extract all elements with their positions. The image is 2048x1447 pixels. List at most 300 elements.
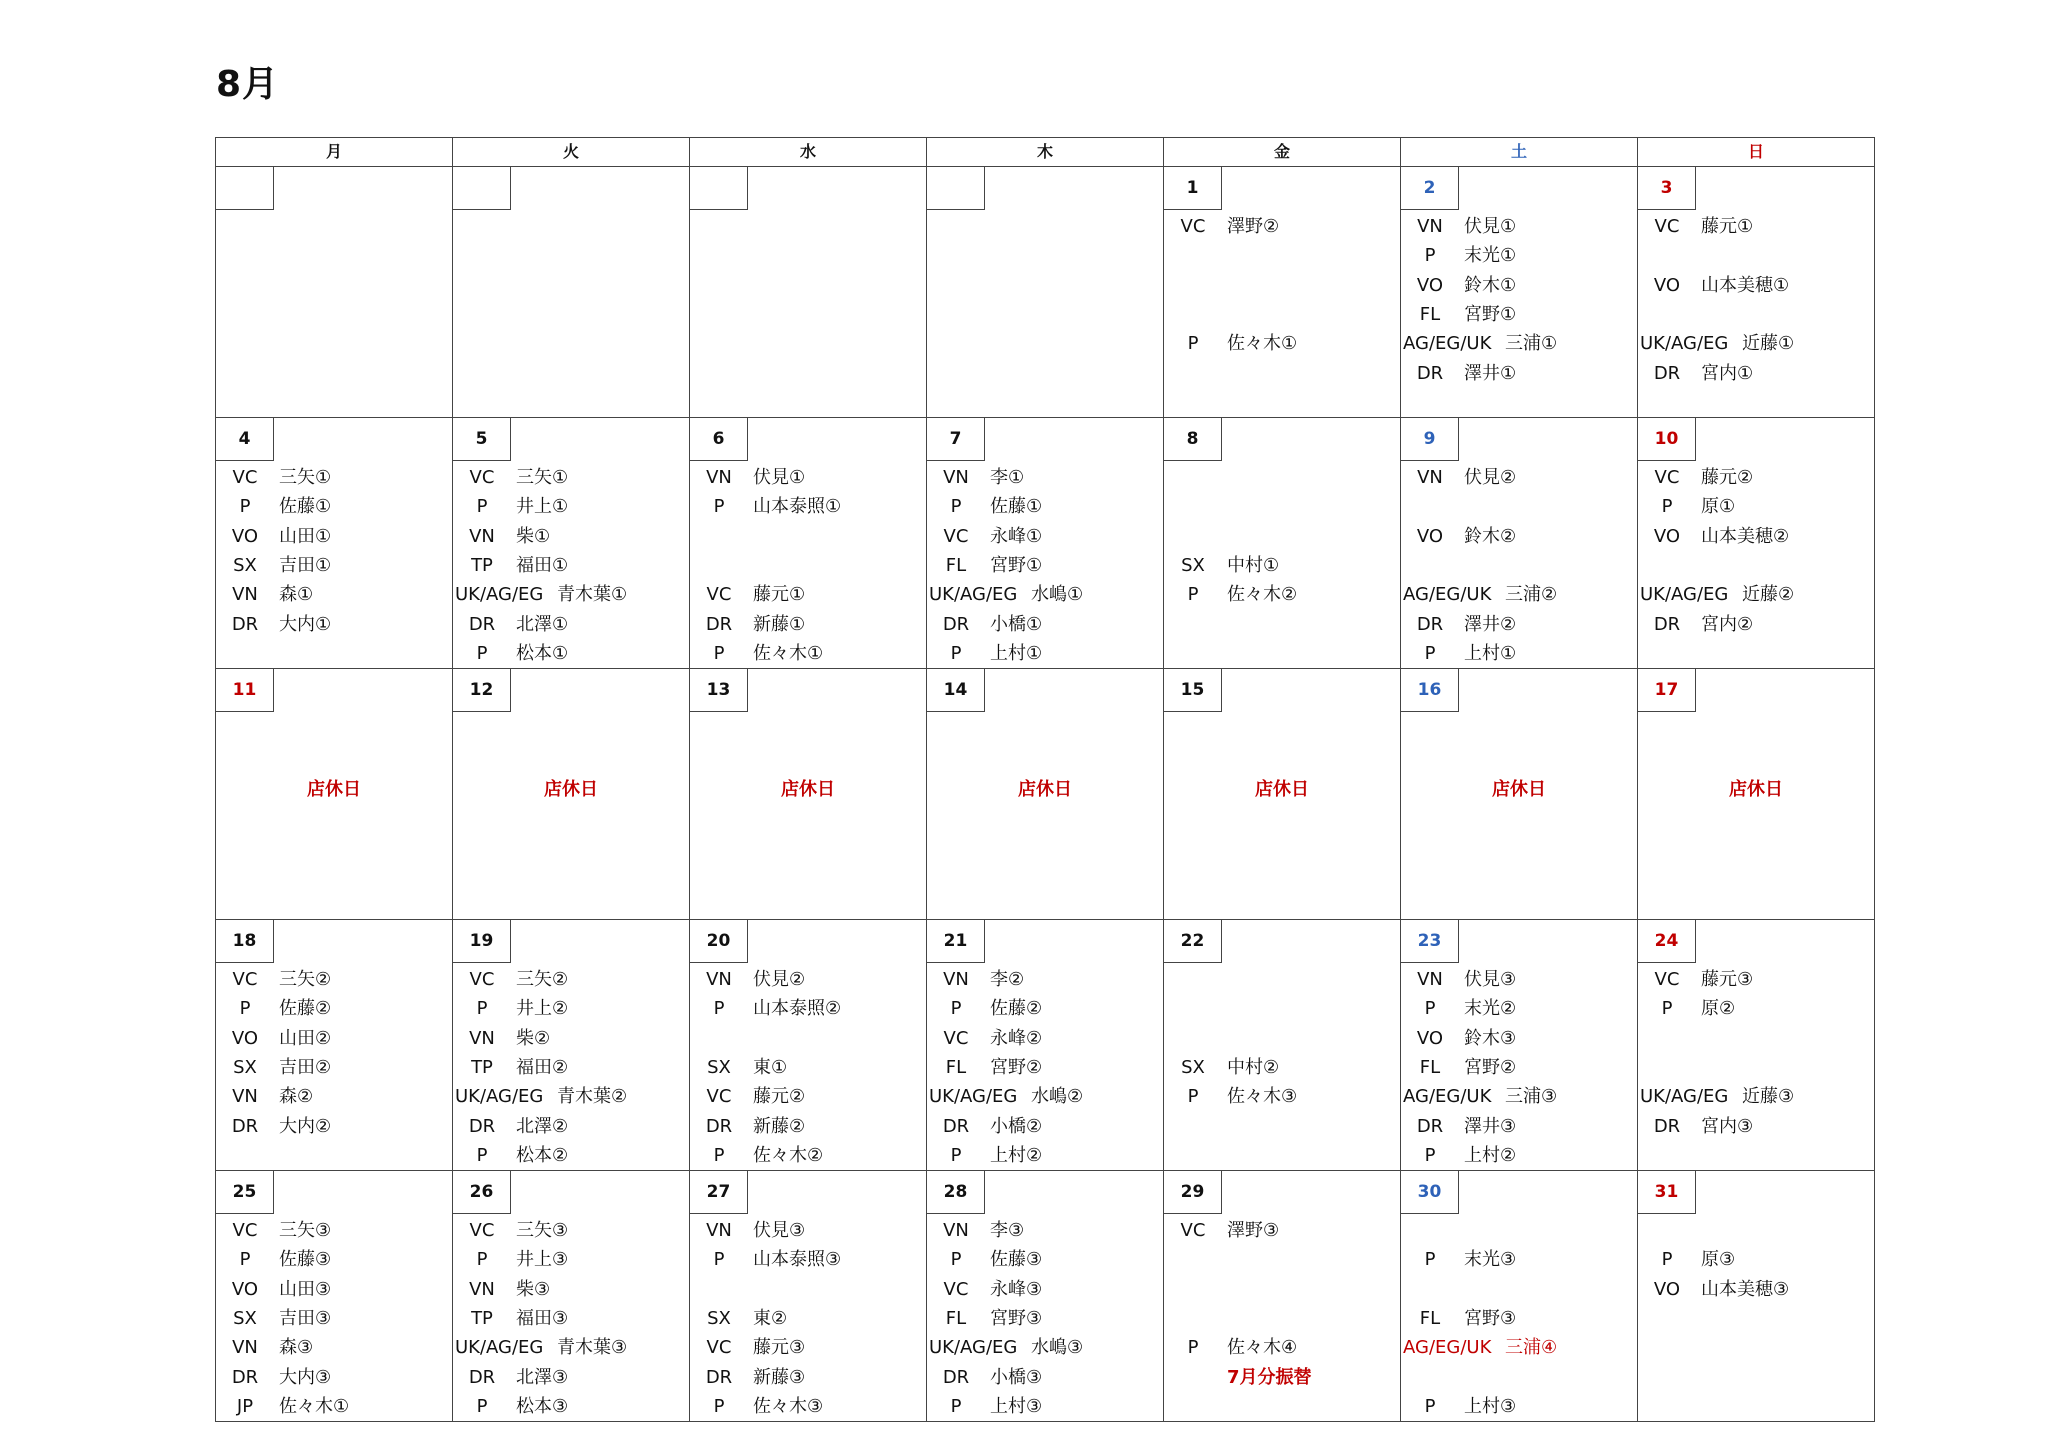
- lesson-entry: [453, 1141, 689, 1170]
- lesson-entry: [1638, 492, 1874, 521]
- student-name: 佐藤③: [279, 1249, 332, 1271]
- lesson-entry: [453, 1024, 689, 1053]
- instrument-code: P: [713, 998, 725, 1020]
- lesson-entry: [1401, 1392, 1637, 1421]
- student-name: 永峰②: [990, 1027, 1043, 1049]
- lesson-entry: [927, 610, 1163, 639]
- lesson-entry: [1638, 329, 1874, 358]
- instrument-code: P: [1661, 998, 1673, 1020]
- student-name: 佐々木③: [1227, 1086, 1298, 1108]
- day-number: 29: [1164, 1171, 1222, 1214]
- student-name: 三矢②: [279, 969, 332, 990]
- day-cell: [1638, 167, 1875, 418]
- day-cell: [1401, 669, 1638, 920]
- instrument-code: UK/AG/EG: [455, 1086, 544, 1108]
- lesson-entry: [690, 1304, 926, 1333]
- instrument-code: VC: [469, 969, 495, 990]
- lesson-entry: [927, 1275, 1163, 1304]
- lesson-entry: [1638, 965, 1874, 994]
- instrument-code: P: [476, 1144, 488, 1166]
- lesson-entry: [1401, 1304, 1637, 1333]
- student-name: 井上③: [516, 1249, 569, 1271]
- student-name: 山本泰照②: [753, 998, 842, 1020]
- day-cell: [1638, 1171, 1875, 1422]
- student-name: 澤井②: [1464, 613, 1517, 635]
- closed-day-label: 店休日: [1255, 779, 1309, 800]
- student-name: 伏見①: [1464, 216, 1517, 237]
- instrument-code: DR: [705, 1115, 733, 1137]
- instrument-code: SX: [1181, 1056, 1205, 1078]
- student-name: 佐藤①: [990, 496, 1043, 518]
- lesson-entry: [1164, 551, 1400, 580]
- student-name: 新藤③: [753, 1366, 806, 1388]
- student-name: 小橋③: [990, 1366, 1043, 1388]
- student-name: 山田③: [279, 1278, 332, 1300]
- lesson-entry: [1638, 271, 1874, 300]
- closed-day-label: 店休日: [781, 779, 835, 800]
- student-name: 吉田①: [279, 554, 332, 576]
- lesson-entry: [1401, 212, 1637, 241]
- instrument-code: VN: [232, 1337, 258, 1359]
- lesson-entry: [216, 551, 452, 580]
- instrument-code: P: [1187, 333, 1199, 355]
- instrument-code: AG/EG/UK: [1403, 584, 1492, 606]
- day-number: 24: [1638, 920, 1696, 963]
- instrument-code: VN: [469, 1278, 495, 1300]
- lesson-entry: [927, 463, 1163, 492]
- day-cell: [1164, 418, 1401, 669]
- student-name: 吉田②: [279, 1056, 332, 1078]
- day-cell: [1164, 920, 1401, 1171]
- day-number: 25: [216, 1171, 274, 1214]
- student-name: 上村②: [990, 1144, 1043, 1166]
- instrument-code: VC: [1654, 216, 1680, 237]
- instrument-code: VN: [706, 969, 732, 990]
- lesson-entry: [453, 994, 689, 1023]
- instrument-code: VC: [1180, 1220, 1206, 1241]
- student-name: 新藤①: [753, 613, 806, 635]
- instrument-code: VC: [232, 969, 258, 990]
- lesson-entry: [453, 492, 689, 521]
- lesson-entry: [1401, 359, 1637, 388]
- student-name: 水嶋①: [1031, 584, 1084, 606]
- lesson-entry: [216, 610, 452, 639]
- student-name: 藤元①: [1701, 216, 1754, 237]
- student-name: 井上②: [516, 998, 569, 1020]
- student-name: 青木葉②: [557, 1086, 628, 1108]
- instrument-code: SX: [233, 554, 257, 576]
- lesson-entry: [927, 1392, 1163, 1421]
- instrument-code: P: [713, 642, 725, 664]
- lesson-entry: [690, 1245, 926, 1274]
- instrument-code: DR: [1416, 613, 1444, 635]
- lesson-entry: [1638, 1275, 1874, 1304]
- student-name: 永峰①: [990, 525, 1043, 547]
- instrument-code: VN: [232, 584, 258, 606]
- student-name: 佐藤②: [279, 998, 332, 1020]
- day-number: 4: [216, 418, 274, 461]
- student-name: 三矢②: [516, 969, 569, 990]
- lesson-entry: [1401, 1024, 1637, 1053]
- lesson-entry: [1401, 1245, 1637, 1274]
- day-number: 20: [690, 920, 748, 963]
- instrument-code: AG/EG/UK: [1403, 1086, 1492, 1108]
- instrument-code: FL: [1419, 1056, 1441, 1078]
- student-name: 宮内①: [1701, 362, 1754, 384]
- instrument-code: VN: [232, 1086, 258, 1108]
- day-cell: [1164, 1171, 1401, 1422]
- student-name: 原①: [1701, 496, 1736, 518]
- student-name: 宮野③: [990, 1307, 1043, 1329]
- student-name: 三矢①: [279, 467, 332, 488]
- day-number: 28: [927, 1171, 985, 1214]
- lesson-entry: [690, 1363, 926, 1392]
- day-cell: [216, 1171, 453, 1422]
- instrument-code: VC: [706, 1086, 732, 1108]
- instrument-code: P: [1424, 1395, 1436, 1417]
- lesson-entry: [1401, 1053, 1637, 1082]
- instrument-code: DR: [942, 1366, 970, 1388]
- instrument-code: FL: [945, 1307, 967, 1329]
- day-cell: [1164, 167, 1401, 418]
- day-cell: [453, 167, 690, 418]
- student-name: 新藤②: [753, 1115, 806, 1137]
- lesson-entry: [927, 1053, 1163, 1082]
- instrument-code: VO: [231, 1278, 259, 1300]
- student-name: 水嶋③: [1031, 1337, 1084, 1359]
- day-cell: [1401, 418, 1638, 669]
- student-name: 佐々木①: [279, 1395, 350, 1417]
- instrument-code: VO: [1416, 274, 1444, 296]
- day-number: 17: [1638, 669, 1696, 712]
- student-name: 上村③: [990, 1395, 1043, 1417]
- lesson-entry: [1401, 271, 1637, 300]
- lesson-entry: [216, 463, 452, 492]
- lesson-entry: [927, 1333, 1163, 1362]
- instrument-code: P: [950, 496, 962, 518]
- instrument-code: VN: [469, 1027, 495, 1049]
- student-name: 中村①: [1227, 554, 1280, 576]
- instrument-code: FL: [1419, 1307, 1441, 1329]
- instrument-code: VC: [1180, 216, 1206, 237]
- weekday-header-3: 木: [927, 138, 1164, 167]
- instrument-code: VN: [706, 467, 732, 488]
- day-cell: [453, 418, 690, 669]
- student-name: 末光①: [1464, 245, 1517, 267]
- day-cell: [1638, 418, 1875, 669]
- week-row: [216, 1171, 1875, 1422]
- lesson-entry: [216, 580, 452, 609]
- lesson-entry: [1638, 610, 1874, 639]
- day-number: [690, 167, 748, 210]
- lesson-entry: [453, 551, 689, 580]
- weekday-header-0: 月: [216, 138, 453, 167]
- day-number: 5: [453, 418, 511, 461]
- lesson-entry: [453, 1053, 689, 1082]
- student-name: 大内①: [279, 613, 332, 635]
- instrument-code: VN: [943, 969, 969, 990]
- lesson-entry: [690, 1392, 926, 1421]
- day-cell: [216, 418, 453, 669]
- instrument-code: VN: [1417, 969, 1443, 990]
- instrument-code: VC: [232, 467, 258, 488]
- calendar-grid: [215, 137, 1875, 1422]
- lesson-entry: [1638, 580, 1874, 609]
- instrument-code: FL: [1419, 303, 1441, 325]
- instrument-code: DR: [1416, 1115, 1444, 1137]
- day-number: 6: [690, 418, 748, 461]
- student-name: 大内②: [279, 1115, 332, 1137]
- instrument-code: VO: [1653, 525, 1681, 547]
- instrument-code: UK/AG/EG: [929, 1337, 1018, 1359]
- student-name: 小橋①: [990, 613, 1043, 635]
- instrument-code: DR: [231, 613, 259, 635]
- day-cell: [453, 1171, 690, 1422]
- student-name: 井上①: [516, 496, 569, 518]
- student-name: 柴①: [516, 525, 551, 547]
- weekday-header-6: 日: [1638, 138, 1875, 167]
- instrument-code: P: [1424, 245, 1436, 267]
- day-cell: [927, 418, 1164, 669]
- closed-day-label: 店休日: [1018, 779, 1072, 800]
- weekday-header-5: 土: [1401, 138, 1638, 167]
- lesson-entry: [927, 580, 1163, 609]
- lesson-entry: [927, 492, 1163, 521]
- student-name: 福田①: [516, 554, 569, 576]
- lesson-entry: [690, 1082, 926, 1111]
- student-name: 佐々木②: [1227, 584, 1298, 606]
- instrument-code: DR: [942, 613, 970, 635]
- day-number: 8: [1164, 418, 1222, 461]
- student-name: 宮野②: [990, 1056, 1043, 1078]
- lesson-entry: [927, 1141, 1163, 1170]
- student-name: 青木葉③: [557, 1337, 628, 1359]
- student-name: 伏見②: [753, 969, 806, 990]
- instrument-code: DR: [705, 1366, 733, 1388]
- instrument-code: VN: [469, 525, 495, 547]
- instrument-code: UK/AG/EG: [1640, 333, 1729, 355]
- day-number: 7: [927, 418, 985, 461]
- lesson-entry: [1401, 329, 1637, 358]
- instrument-code: VO: [1653, 274, 1681, 296]
- lesson-entry: [927, 551, 1163, 580]
- day-cell: [216, 920, 453, 1171]
- instrument-code: DR: [942, 1115, 970, 1137]
- student-name: 福田②: [516, 1056, 569, 1078]
- instrument-code: P: [1661, 496, 1673, 518]
- instrument-code: UK/AG/EG: [1640, 1086, 1729, 1108]
- lesson-entry: [453, 1333, 689, 1362]
- student-name: 北澤②: [516, 1115, 569, 1137]
- day-number: 12: [453, 669, 511, 712]
- day-number: 1: [1164, 167, 1222, 210]
- lesson-entry: [690, 463, 926, 492]
- day-cell: [690, 1171, 927, 1422]
- lesson-entry: [453, 1363, 689, 1392]
- lesson-entry: [1401, 580, 1637, 609]
- lesson-entry: [690, 610, 926, 639]
- instrument-code: SX: [233, 1056, 257, 1078]
- instrument-code: P: [1424, 1144, 1436, 1166]
- student-name: 伏見③: [1464, 969, 1517, 990]
- day-number: [927, 167, 985, 210]
- lesson-entry: [1401, 300, 1637, 329]
- instrument-code: FL: [945, 1056, 967, 1078]
- lesson-entry: [1401, 463, 1637, 492]
- student-name: 佐藤②: [990, 998, 1043, 1020]
- student-name: 末光②: [1464, 998, 1517, 1020]
- instrument-code: P: [239, 1249, 251, 1271]
- instrument-code: AG/EG/UK: [1403, 1337, 1492, 1359]
- student-name: 三浦③: [1505, 1086, 1558, 1108]
- lesson-entry: [453, 522, 689, 551]
- student-name: 伏見①: [753, 467, 806, 488]
- instrument-code: P: [713, 1395, 725, 1417]
- student-name: 三浦②: [1505, 584, 1558, 606]
- student-name: 東②: [753, 1307, 788, 1329]
- lesson-entry: [1638, 522, 1874, 551]
- instrument-code: VO: [231, 1027, 259, 1049]
- instrument-code: UK/AG/EG: [929, 1086, 1018, 1108]
- lesson-entry: [453, 1304, 689, 1333]
- student-name: 宮野①: [990, 554, 1043, 576]
- student-name: 鈴木②: [1464, 525, 1517, 547]
- student-name: 藤元②: [753, 1086, 806, 1108]
- instrument-code: VC: [943, 1278, 969, 1300]
- lesson-entry: [690, 965, 926, 994]
- lesson-entry: [453, 639, 689, 668]
- day-cell: [453, 920, 690, 1171]
- instrument-code: DR: [468, 613, 496, 635]
- instrument-code: UK/AG/EG: [1640, 584, 1729, 606]
- student-name: 末光③: [1464, 1249, 1517, 1271]
- lesson-entry: [927, 1024, 1163, 1053]
- lesson-entry: [216, 994, 452, 1023]
- page-title: 8月: [216, 64, 280, 105]
- lesson-entry: [1164, 329, 1400, 358]
- instrument-code: P: [476, 496, 488, 518]
- lesson-entry: [216, 492, 452, 521]
- day-number: 14: [927, 669, 985, 712]
- instrument-code: SX: [707, 1056, 731, 1078]
- day-cell: [1401, 1171, 1638, 1422]
- lesson-entry: [690, 492, 926, 521]
- lesson-entry: [690, 1333, 926, 1362]
- student-name: 李①: [990, 467, 1025, 488]
- instrument-code: VC: [469, 1220, 495, 1241]
- calendar-weeks: [216, 167, 1875, 1422]
- day-number: 3: [1638, 167, 1696, 210]
- lesson-entry: [453, 1245, 689, 1274]
- lesson-entry: [690, 994, 926, 1023]
- day-cell: [1401, 920, 1638, 1171]
- lesson-entry: [927, 1304, 1163, 1333]
- student-name: 宮内③: [1701, 1115, 1754, 1137]
- student-name: 青木葉①: [557, 584, 628, 606]
- instrument-code: VC: [943, 1027, 969, 1049]
- lesson-entry: [1638, 359, 1874, 388]
- student-name: 佐々木②: [753, 1144, 824, 1166]
- instrument-code: P: [1424, 998, 1436, 1020]
- instrument-code: P: [476, 1249, 488, 1271]
- student-name: 鈴木①: [1464, 274, 1517, 296]
- day-number: 26: [453, 1171, 511, 1214]
- weekday-header-2: 水: [690, 138, 927, 167]
- day-number: 11: [216, 669, 274, 712]
- student-name: 澤井③: [1464, 1115, 1517, 1137]
- lesson-entry: [216, 1245, 452, 1274]
- instrument-code: P: [950, 998, 962, 1020]
- student-name: 佐々木①: [753, 642, 824, 664]
- day-number: 2: [1401, 167, 1459, 210]
- closed-day-label: 店休日: [1729, 779, 1783, 800]
- lesson-entry: [927, 1216, 1163, 1245]
- weekday-header-row: [216, 138, 1875, 167]
- day-number: 9: [1401, 418, 1459, 461]
- student-name: 藤元③: [753, 1337, 806, 1359]
- instrument-code: DR: [1416, 362, 1444, 384]
- lesson-entry: [1638, 1112, 1874, 1141]
- lesson-entry: [216, 1275, 452, 1304]
- instrument-code: UK/AG/EG: [929, 584, 1018, 606]
- student-name: 近藤①: [1742, 333, 1795, 355]
- day-cell: [690, 920, 927, 1171]
- weekday-header-4: 金: [1164, 138, 1401, 167]
- lesson-entry: [1164, 1216, 1400, 1245]
- day-number: 10: [1638, 418, 1696, 461]
- instrument-code: VN: [1417, 467, 1443, 488]
- student-name: 東①: [753, 1056, 788, 1078]
- lesson-entry: [453, 610, 689, 639]
- day-number: [216, 167, 274, 210]
- instrument-code: P: [476, 642, 488, 664]
- week-row: [216, 167, 1875, 418]
- student-name: 李②: [990, 969, 1025, 990]
- lesson-entry: [216, 1082, 452, 1111]
- lesson-entry: [1401, 965, 1637, 994]
- student-name: 山本美穂②: [1701, 525, 1790, 547]
- instrument-code: DR: [1653, 362, 1681, 384]
- lesson-entry: [453, 1392, 689, 1421]
- lesson-entry: [1638, 463, 1874, 492]
- lesson-entry: [216, 965, 452, 994]
- instrument-code: DR: [705, 613, 733, 635]
- instrument-code: VO: [1416, 1027, 1444, 1049]
- student-name: 山本美穂①: [1701, 274, 1790, 296]
- instrument-code: DR: [468, 1115, 496, 1137]
- lesson-entry: [927, 994, 1163, 1023]
- student-name: 李③: [990, 1220, 1025, 1241]
- lesson-entry: [453, 1216, 689, 1245]
- student-name: 藤元①: [753, 584, 806, 606]
- closed-day-label: 店休日: [544, 779, 598, 800]
- student-name: 原③: [1701, 1249, 1736, 1271]
- student-name: 宮野③: [1464, 1307, 1517, 1329]
- instrument-code: P: [1424, 642, 1436, 664]
- instrument-code: VC: [1654, 969, 1680, 990]
- day-cell: [453, 669, 690, 920]
- lesson-entry: [216, 1304, 452, 1333]
- student-name: 大内③: [279, 1366, 332, 1388]
- student-name: 北澤①: [516, 613, 569, 635]
- instrument-code: DR: [231, 1115, 259, 1137]
- schedule-note: 7月分振替: [1227, 1366, 1312, 1388]
- lesson-entry: [690, 1053, 926, 1082]
- student-name: 澤井①: [1464, 362, 1517, 384]
- lesson-entry: [1164, 1333, 1400, 1362]
- student-name: 伏見③: [753, 1220, 806, 1241]
- day-number: 22: [1164, 920, 1222, 963]
